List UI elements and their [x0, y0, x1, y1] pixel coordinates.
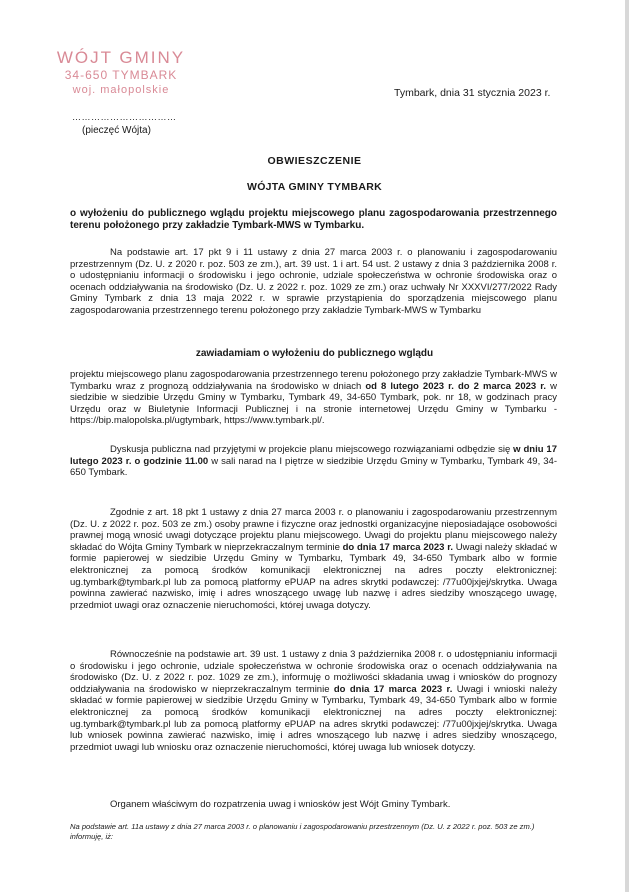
document-subject: o wyłożeniu do publicznego wglądu projektu miejscowego planu zagospodarowania przestrzennego terenu położonego przy zakładzie Tymbark-MWS w Tymbarku. — [70, 208, 557, 231]
authority-paragraph: Organem właściwym do rozpatrzenia uwag i wniosków jest Wójt Gminy Tymbark. — [110, 799, 451, 810]
legal-basis-paragraph: Na podstawie art. 17 pkt 9 i 11 ustawy z dnia 27 marca 2003 r. o planowaniu i zagospodarowaniu przestrzennym (Dz. U. z 2020 r. poz. 503 ze zm.), art. 39 ust. 1 i art. 54 ust. 2 ustawy z dnia 3 października 2008 r. o udostępnianiu informacji o środowisku i jego ochronie, udziale społeczeństwa w ochronie środowiska oraz o ocenach oddziaływania na środowisko (Dz. U. z 2022 r. poz. 1029 ze zm.) oraz uchwały Nr XXXVI/277/2022 Rady Gminy Tymbark z dnia 13 maja 2022 r. w sprawie przystąpienia do sporządzenia miejscowego planu zagospodarowania przestrzennego terenu położonego przy zakładzie Tymbark-MWS w Tymbarku — [70, 247, 557, 316]
comments-text-c: Uwagi należy składać w formie papierowej w siedzibie Urzędu Gminy w Tymbarku, Tymbark 49, 34-650 Tymbark albo w formie elektronicznej za pomocą środków komunikacji elektronicznej na adres poczty elektronicznej: ug.tymbark@tymbark.pl lub za pomocą platformy ePUAP na adres skrytki podawczej: /77u00jxjej/skrytka. Uwaga powinna zawierać nazwisko, imię i adres wnoszącego uwagę lub nazwę i adres siedziby wnoszącego uwagę, przedmiot uwagi oraz oznaczenie nieruchomości, której uwaga dotyczy. — [70, 541, 557, 611]
environment-text-a: Równocześnie na podstawie art. 39 ust. 1 ustawy z dnia 3 października 2008 r. o udostępnianiu informacji o środowisku i jego ochronie, udziale społeczeństwa w ochronie środowiska oraz o ocenach oddziaływania na środowisko (Dz. U. z 2022 r. poz. 1029 ze zm.), informuję o możliwości składania uwag i wniosków do prognozy oddziaływania na środowisko w nieprzekraczalnym terminie — [70, 649, 557, 695]
stamp-line-2: 34-650 TYMBARK — [64, 68, 178, 82]
stamp-line-3: woj. małopolskie — [72, 84, 170, 96]
date-line: Tymbark, dnia 31 stycznia 2023 r. — [394, 87, 551, 99]
document-subtitle: WÓJTA GMINY TYMBARK — [246, 181, 382, 193]
discussion-text-c: w sali narad na I piętrze w siedzibie Urzędu Gminy w Tymbarku, Tymbark 49, 34-650 Tymbark. — [70, 455, 557, 479]
environment-paragraph — [70, 649, 557, 753]
stamp-line-1: WÓJT GMINY — [56, 48, 186, 67]
discussion-text-a: Dyskusja publiczna nad przyjętymi w projekcie planu miejscowego rozwiązaniami odbędzie się — [110, 444, 514, 455]
discussion-paragraph — [70, 444, 557, 479]
seal-caption: (pieczęć Wójta) — [82, 125, 151, 136]
comments-text-a: Zgodnie z art. 18 pkt 1 ustawy z dnia 27 marca 2003 r. o planowaniu i zagospodarowaniu przestrzennym (Dz. U. z 2022 r. poz. 503 ze zm.) osoby prawne i fizyczne oraz jednostki organizacyjne nieposiadające osobowości prawnej mogą wnosić uwagi dotyczące projektu planu miejscowego. Uwagi do projektu planu miejscowego należy składać do Wójta Gminy Tymbark w nieprzekraczalnym terminie — [70, 507, 557, 553]
discussion-date: w dniu 17 lutego 2023 r. o godzinie 11.00 — [70, 444, 557, 467]
exhibition-text-c: w siedzibie w siedzibie Urzędu Gminy w Tymbarku, Tymbark 49, 34-650 Tymbark, pok. nr 18, w godzinach pracy Urzędu oraz w Biuletynie Informacji Publicznej i na stronie internetowej Urzędu Gminy w Tymbarku - https://bip.malopolska.pl/ugtymbark, https://www.tymbark.pl/. — [70, 380, 558, 427]
environment-deadline: do dnia 17 marca 2023 r. — [333, 683, 453, 695]
announcement-line: zawiadamiam o wyłożeniu do publicznego wglądu — [195, 348, 434, 359]
footnote: Na podstawie art. 11a ustawy z dnia 27 marca 2003 r. o planowaniu i zagospodarowaniu przestrzennym (Dz. U. z 2022 r. poz. 503 ze zm.) informuję, iż: — [70, 822, 535, 841]
exhibition-dates: od 8 lutego 2023 r. do 2 marca 2023 r. — [365, 380, 547, 392]
environment-text-c: Uwagi i wnioski należy składać w formie papierowej w siedzibie Urzędu Gminy w Tymbarku, Tymbark 49, 34-650 Tymbark albo w formie elektronicznej za pomocą środków komunikacji elektronicznej na adres poczty elektronicznej: ug.tymbark@tymbark.pl lub za pomocą platformy ePUAP na adres skrytki podawczej: /77u00jxjej/skrytka. Uwaga lub wniosek powinna zawierać nazwisko, imię i adres wnoszącego lub nazwę i adres siedziby wnoszącego, przedmiot uwagi lub wniosku oraz oznaczenie nieruchomości, której uwaga lub wniosek dotyczy. — [70, 683, 557, 753]
comments-deadline: do dnia 17 marca 2023 r. — [342, 541, 454, 553]
comments-paragraph — [70, 507, 557, 611]
page-edge — [625, 0, 629, 892]
document-title: OBWIESZCZENIE — [267, 155, 362, 167]
seal-dotted-line: …………………………… — [72, 112, 177, 122]
exhibition-text-a: projektu miejscowego planu zagospodarowania przestrzennego terenu położonego przy zakładzie Tymbark-MWS w Tymbarku wraz z prognozą oddziaływania na środowisko w dniach — [70, 369, 557, 392]
official-stamp — [46, 48, 196, 97]
exhibition-paragraph — [70, 369, 557, 427]
